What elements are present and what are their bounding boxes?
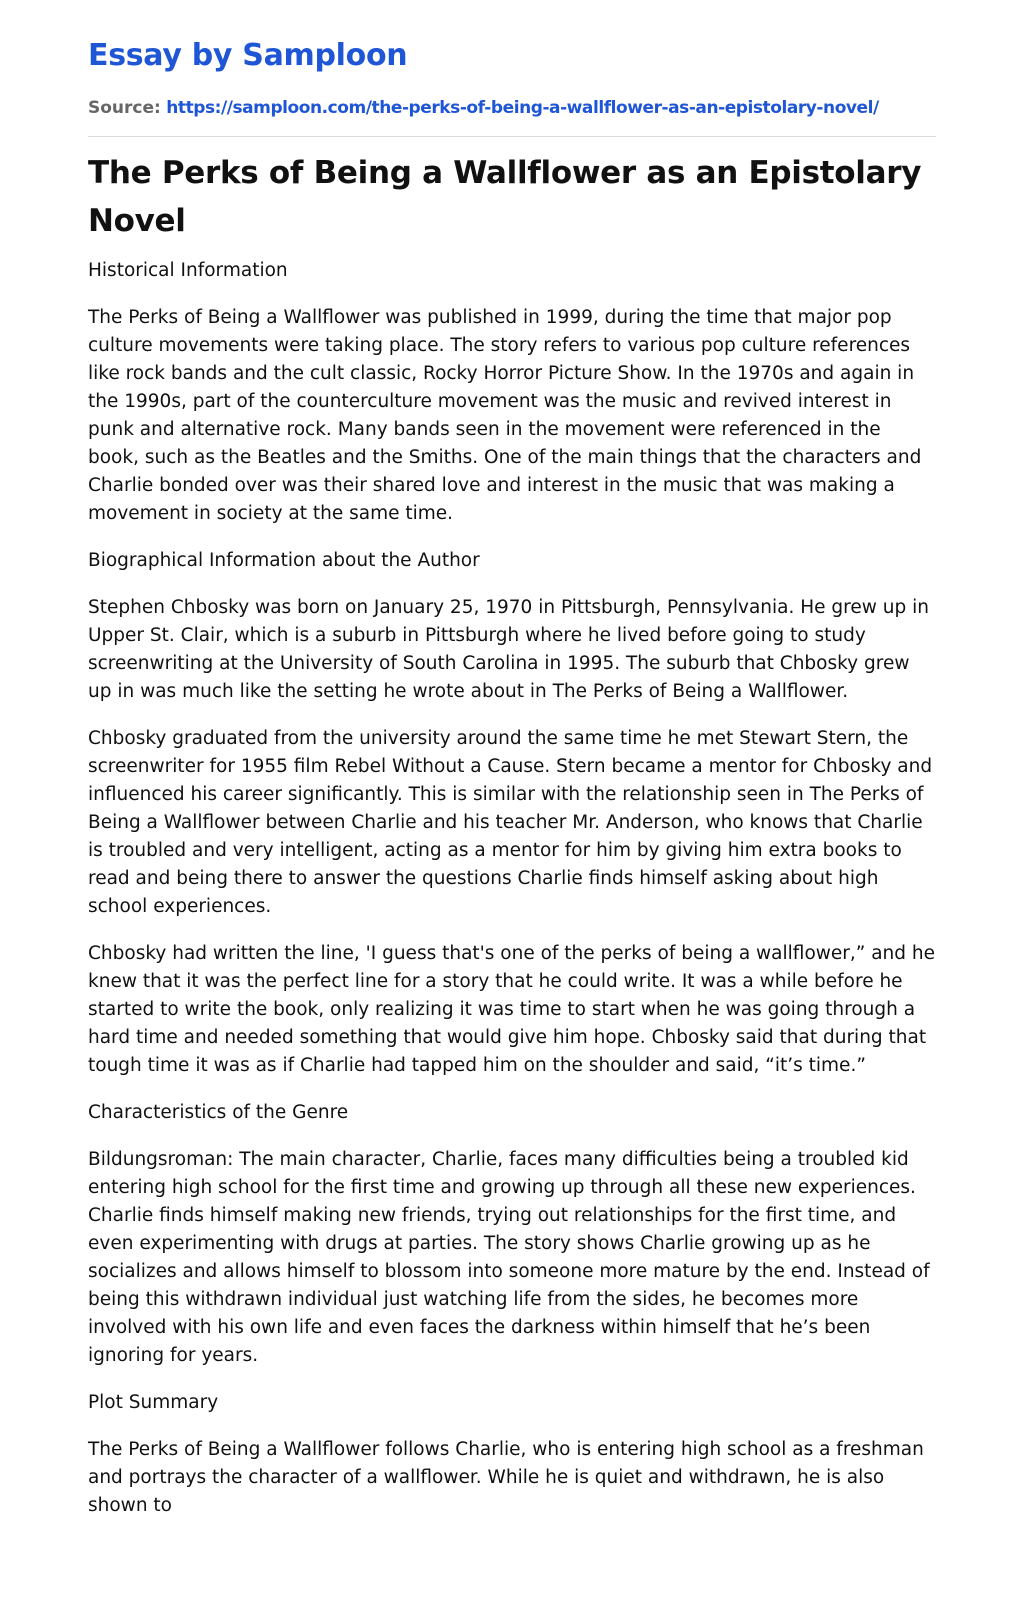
source-label: Source:: [88, 98, 161, 118]
brand-title[interactable]: Essay by Samploon: [88, 38, 408, 73]
paragraph-biographical-1: Stephen Chbosky was born on January 25, 1970 in Pittsburgh, Pennsylvania. He grew up in Upper St. Clair, which is a suburb in Pittsburgh where he lived before going to study screenwriting at the University of South Carolina in 1995. The suburb that Chbosky grew up in was much like the setting he wrote about in The Perks of Being a Wallflower.: [88, 597, 929, 702]
section-heading-historical: Historical Information: [88, 260, 288, 281]
section-heading-plot: Plot Summary: [88, 1392, 219, 1413]
paragraph-plot: The Perks of Being a Wallflower follows Charlie, who is entering high school as a freshman and portrays the character of a wallflower. While he is quiet and withdrawn, he is also shown to: [88, 1439, 924, 1516]
source-line: [88, 96, 936, 120]
source-link[interactable]: https://samploon.com/the-perks-of-being-a-wallflower-as-an-epistolary-novel/: [166, 98, 879, 118]
essay-body: [88, 257, 936, 1520]
essay-title: The Perks of Being a Wallflower as an Epistolary Novel: [88, 155, 922, 239]
section-heading-genre: Characteristics of the Genre: [88, 1102, 349, 1123]
paragraph-genre: Bildungsroman: The main character, Charlie, faces many difficulties being a troubled kid entering high school for the first time and growing up through all these new experiences. Charlie finds himself making new friends, trying out relationships for the first time, and even experimenting with drugs at parties. The story shows Charlie growing up as he socializes and allows himself to blossom into someone more mature by the end. Instead of being this withdrawn individual just watching life from the sides, he becomes more involved with his own life and even faces the darkness within himself that he’s been ignoring for years.: [88, 1149, 930, 1366]
paragraph-biographical-3: Chbosky had written the line, 'I guess that's one of the perks of being a wallflower,” and he knew that it was the perfect line for a story that he could write. It was a while before he started to write the book, only realizing it was time to start when he was going through a hard time and needed something that would give him hope. Chbosky said that during that tough time it was as if Charlie had tapped him on the shoulder and said, “it’s time.”: [88, 943, 936, 1076]
paragraph-historical: The Perks of Being a Wallflower was published in 1999, during the time that major pop culture movements were taking place. The story refers to various pop culture references like rock bands and the cult classic, Rocky Horror Picture Show. In the 1970s and again in the 1990s, part of the counterculture movement was the music and revived interest in punk and alternative rock. Many bands seen in the movement were referenced in the book, such as the Beatles and the Smiths. One of the main things that the characters and Charlie bonded over was their shared love and interest in the music that was making a movement in society at the same time.: [88, 307, 922, 524]
paragraph-biographical-2: Chbosky graduated from the university around the same time he met Stewart Stern, the screenwriter for 1955 film Rebel Without a Cause. Stern became a mentor for Chbosky and influenced his career significantly. This is similar with the relationship seen in The Perks of Being a Wallflower between Charlie and his teacher Mr. Anderson, who knows that Charlie is troubled and very intelligent, acting as a mentor for him by giving him extra books to read and being there to answer the questions Charlie finds himself asking about high school experiences.: [88, 728, 933, 917]
header-divider: [88, 136, 936, 137]
section-heading-biographical: Biographical Information about the Author: [88, 550, 480, 571]
